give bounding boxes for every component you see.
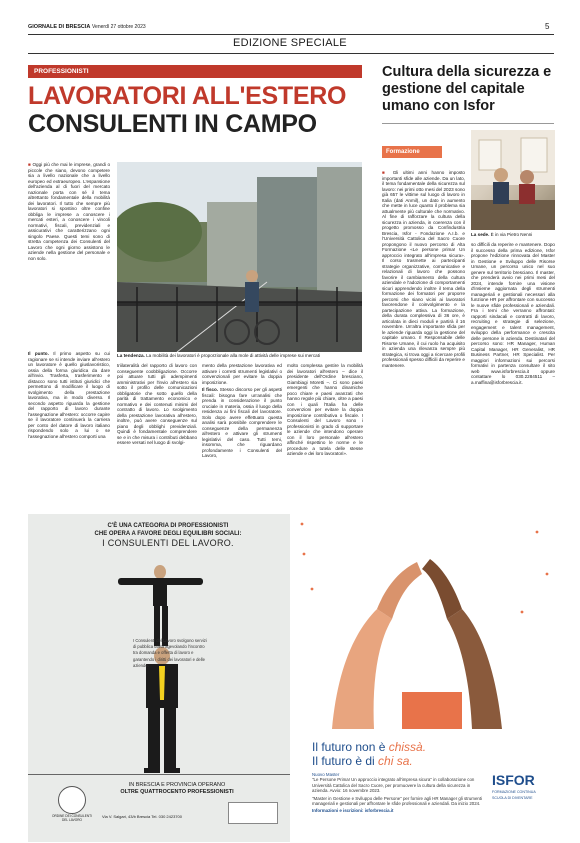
- article-title-line2: CONSULENTI IN CAMPO: [28, 110, 317, 138]
- advert-body-text: I Consulenti del Lavoro svolgono servizi di pubblica utilità agevolando l'incontro tra domanda e offerta di lavoro e garantendo i diritti dei lavoratori e delle aziende.: [133, 638, 207, 668]
- isfor-advert-text: [312, 772, 487, 814]
- advert-footer: [102, 782, 252, 796]
- section-title: EDIZIONE SPECIALE: [233, 37, 347, 49]
- isfor-article-title: Cultura della sicurezza e gestione del capitale umano con Isfor: [382, 64, 552, 114]
- paper-name: GIORNALE DI BRESCIA: [28, 24, 91, 30]
- bullet-icon: ■: [28, 162, 33, 167]
- bullet-icon: ■: [382, 170, 393, 175]
- master-2-text: "Master in Gestione e Sviluppo delle Persone" per fornire agli HR Manager gli strumenti manageriali e gestionali per affrontare le sfide professionali e aziendali. Da inizio 2024.: [312, 795, 483, 807]
- advert-divider: [28, 774, 290, 775]
- advert-footer-1: IN BRESCIA E PROVINCIA OPERANO: [128, 782, 226, 788]
- isfor-kicker: Formazione: [382, 146, 442, 158]
- ordine-logo-icon: [58, 786, 86, 814]
- isfor-link[interactable]: Informazioni e iscrizioni: isforbrescia.it: [312, 808, 394, 814]
- article-lead-column: [28, 162, 110, 347]
- isfor-column-1: ■ Gli ultimi anni hanno imposto importanti sfide alle aziende. Da un lato, il tema fondamentale della sicurezza sul lavoro: nei primi otto mesi del 2023 sono già 657 le vittime sul luogo di lavoro in Italia (dati Anmil), un dato in aumento che mette in luce quanto il problema sia attualmente più culturale che normativo. Al fine di rafforzare la cultura della sicurezza in azienda, in coerenza con il progetto promosso da Confindustria Brescia, Isfor - Fondazione A.I.b. e l'Università Cattolica del Sacro Cuore propongono il nuovo percorso di Alta Formazione «Le persone prima! Un approccio integrato all'impresa sicura». Il corso trasmette ai partecipanti strategie organizzative, comunicative e relazionali di lavoro che possono favorire il cambiamento della cultura aziendale e l'adozione di comportamenti sicuri apprendendo inoltre il tema della formazione dei formatori per proporre percorsi che siano vicini ai lavoratori favorendone il coinvolgimento e la partecipazione attiva. La formazione, della durata complessiva di 36 ore, è articolata in dieci moduli e partirà il 16 novembre. Un'altra importante sfida per le aziende riguarda oggi la gestione del capitale umano. Il Responsabile delle Risorse Umane, il cui ruolo ha acquisito in azienda una rilevanza sempre più strategica, si trova oggi a ricercare profili professionali spesso difficili da reperire e mantenere.: [382, 170, 465, 368]
- isfor-logo-sub2: SCUOLA DI DIVENTARE: [492, 796, 533, 800]
- photo-caption: La tendenza. La mobilità dei lavoratori è proporzionale alla mole di attività delle imprese sui mercati: [117, 353, 320, 358]
- street-photo: [117, 162, 362, 352]
- advert-footer-2: OLTRE QUATTROCENTO PROFESSIONISTI: [120, 789, 234, 795]
- advert-headline-3: I CONSULENTI DEL LAVORO.: [102, 538, 234, 548]
- isfor-advert: [292, 514, 554, 842]
- isfor-title-rule: [382, 123, 554, 124]
- header-rule: [28, 34, 554, 35]
- advert-headline-1: C'È UNA CATEGORIA DI PROFESSIONISTI: [107, 523, 229, 529]
- logo-text: ORDINE DEI CONSULENTI DEL LAVORO: [51, 814, 93, 822]
- lead-text: Oggi più che mai le imprese, grandi o piccole che siano, devono competere sia a livello nazionale che a livello europeo ed extraeuropeo. L'espansione dell'azienda al di fuori del mercato nazionale porta con sé il tema altrettanto fondamentale della mobilità dei lavoratori. Il tutto che sempre più lavoratori si spostino oltre confine obbliga le imprese a conoscere i mercati esteri, a conoscere i vincoli normativi, fiscali, previdenziali e assicurativi che caratterizzano ogni singolo Paese. Questi temi sono di stretta competenza dei Consulenti del Lavoro che ogni giorno assistono le aziende nella gestione del personale e non solo.: [28, 162, 110, 261]
- isfor-column-2: so difficili da reperire e mantenere. Dopo il successo della prima edizione, Isfor propone l'edizione rinnovata del Master in Gestione e Sviluppo delle Risorse Umane, un percorso unico nel suo genere sul territorio bresciano. Il master, che prenderà avvio nei primi mesi del 2024, intende fornire una visione d'insieme aggiornata degli strumenti manageriali e gestionali necessari alla funzione HR per affrontare con successo le nuove sfide professionali e aziendali. Fra i temi che verranno affrontati: rapporti sindacali e contratti di lavoro, recruiting e strategie di selezione, engagement e talent management, sviluppo della performance e crescita delle persone in azienda. Destinatari del percorso sono: HR Manager, Human Capital Manager, HR Generalist, HR Business Partner, HR Specialist. Per maggiori informazioni sui percorsi formativi in partenza consultare il sito web www.isforbrescia.it oppure contattare lo 030.2284511 – a.maffina@isforbrescia.it.: [471, 242, 555, 385]
- street-illustration: [117, 162, 362, 352]
- isfor-slogan: Il futuro non è chissà. Il futuro è di chi sa.: [312, 740, 427, 768]
- article-column-3: mento della prestazione lavorativa ed attivare i corretti strumenti legislativi o convenzionali per evitare la doppia imposizione. Il fisco. Stesso discorso per gli aspetti fiscali: bisogna fare un'analisi che prenda in considerazione il punto cruciale in materia, ossia il luogo della residenza ai fini fiscali del lavoratore. Solo dopo avere effettuato questa analisi sarà possibile comprendere le conseguenze della permanenza all'estero e attivare gli strumenti legislativi del caso. Tutti temi, insomma, che riguardano profondamente i Consulenti del Lavoro,: [202, 363, 282, 458]
- new-master-label: Nuovo Master: [312, 772, 340, 777]
- isfor-logo-sub: FORMAZIONE CONTINUA: [492, 790, 536, 794]
- hands-illustration: [292, 514, 554, 729]
- master-1-text: "Le Persone Prima! Un approccio integrato all'impresa sicura" in collaborazione con Università Cattolica del Sacro Cuore, per promuovere la cultura della sicurezza in azienda. Avvio: 16 novembre 2023.: [312, 777, 475, 794]
- article-kicker: PROFESSIONISTI: [28, 65, 362, 78]
- article-column-4: molto complessa gestire la mobilità dei lavoratori all'estero – dice il presidente dell'Ordine bresciano, Giambiagi Moretti –. Ci sono paesi emergenti che hanno dinamiche poco chiare e paesi avanzati che hanno regole più chiare, oltre a paesi con i quali l'Italia ha delle convenzioni per evitare la doppia imposizione contributiva o fiscale. I Consulenti del Lavoro sono i professionisti in grado di supportare le aziende che intendono operare con il loro personale all'estero affinché rispettino le norme e le procedure a tutela delle stesse aziende e dei loro lavoratori».: [287, 363, 363, 456]
- advert-headline-2: CHE OPERA A FAVORE DEGLI EQUILIBRI SOCIALI:: [94, 531, 242, 537]
- advert-headline: [68, 522, 268, 549]
- isfor-photo-caption: La sede. È in via Pietro Nenni: [471, 232, 533, 237]
- section-rule: [28, 53, 554, 54]
- isfor-logo: ISFOR: [492, 772, 535, 788]
- partner-logo-icon: [228, 802, 278, 824]
- isfor-office-photo: [471, 130, 555, 230]
- office-illustration: [471, 130, 555, 230]
- page-number: 5: [545, 22, 550, 31]
- consulenti-advert: [28, 514, 290, 842]
- article-title-line1: LAVORATORI ALL'ESTERO: [28, 82, 347, 110]
- issue-date: Venerdì 27 ottobre 2023: [92, 24, 146, 30]
- article-column-2: triilateralità del rapporto di lavoro con conseguente coobbligazione. Occorre poi attuare tutti gli adempimenti amministrativi per l'invio all'estero sia sotto il profilo delle comunicazioni obbligatorie che sotto quello della parità di trattamento economico e normativo e dei contenuti minimi del contratto di lavoro. Lo svolgimento della prestazione lavorativa all'estero, inoltre, può avere conseguenze sul piano degli obblighi previdenziali. Quindi è fondamentale comprendere se e in che misura i contributi debbano essere versati nel luogo di svolgi-: [117, 363, 197, 445]
- article-column-1: Il punto. Il primo aspetto su cui ragionare se si intende inviare all'estero un lavoratore è quello giuslavoristico, ossia della forma giuridica da dare all'invio. Trasferta, trasferimento e distacco sono tutti istituti giuridici che permettono di modificare il luogo di svolgimento della prestazione lavorativa, ma in modo diverso. Il secondo aspetto riguarda la gestione del rapporto di lavoro durante l'assegnazione all'estero: occorre capire se il lavoratore continuerà la carriera per conto del datore di lavoro italiano rispondendo solo a lui o se l'assegnazione all'estero comporti una: [28, 351, 110, 439]
- advert-address: Via V. Salgari, 43/b Brescia Tel. 030 2423700: [102, 814, 182, 819]
